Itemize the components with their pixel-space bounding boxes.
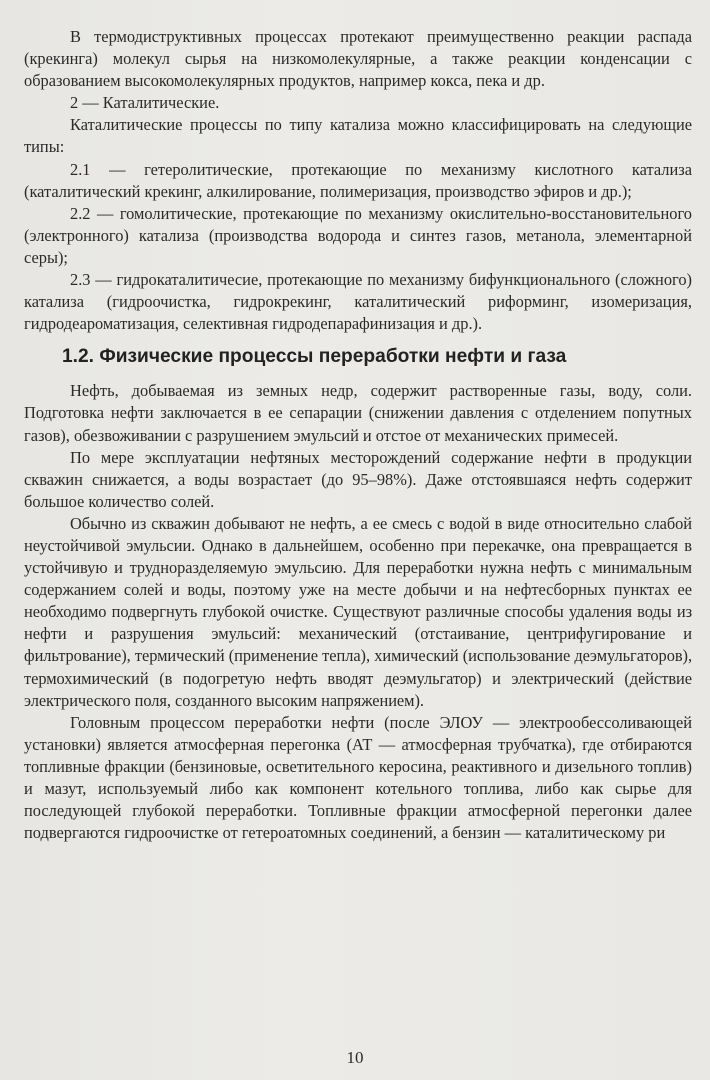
section-heading: 1.2. Физические процессы переработки нефти и газа	[62, 346, 567, 368]
paragraph-water-content: По мере эксплуатации нефтяных месторождений содержание нефти в продукции скважин снижается, а воды возрастает (до 95–98%). Даже отстоявшаяся нефть содержит большое количество солей.	[24, 447, 692, 511]
paragraph-heterolytic: 2.1 — гетеролитические, протекающие по механизму кислотного катализа (каталитический крекинг, алкилирование, полимеризация, производство эфиров и др.);	[24, 159, 692, 201]
paragraph-atmospheric-distillation: Головным процессом переработки нефти (после ЭЛОУ — электрообессоливающей установки) является атмосферная перегонка (АТ — атмосферная трубчатка), где отбираются топливные фракции (бензиновые, осветительного керосина, реактивного и дизельного топлив) и мазут, используемый либо как компонент котельного топлива, либо как сырье для последующей глубокой переработки. Топливные фракции атмосферной перегонки далее подвергаются гидроочистке от гетероатомных соединений, а бензин — каталитическому ри	[24, 712, 692, 843]
paragraph-catalytic-label: 2 — Каталитические.	[70, 93, 220, 113]
paragraph-homolytic: 2.2 — гомолитические, протекающие по механизму окислительно-восстановительного (электронного) катализа (производства водорода и синтез газов, метанола, элементарной серы);	[24, 203, 692, 267]
paragraph-oil-preparation: Нефть, добываемая из земных недр, содержит растворенные газы, воду, соли. Подготовка нефти заключается в ее сепарации (снижении давления с отделением попутных газов), обезвоживании с разрушением эмульсий и отстое от механических примесей.	[24, 381, 692, 445]
page-content	[24, 26, 692, 844]
paragraph-thermodestructive: В термодиструктивных процессах протекают преимущественно реакции распада (крекинга) молекул сырья на низкомолекулярные, а также реакции конденсации с образованием высокомолекулярных продуктов, например кокса, пека и др.	[24, 27, 692, 91]
paragraph-hydrocatalytic: 2.3 — гидрокаталитичесие, протекающие по механизму бифункционального (сложного) катализа (гидроочистка, гидрокрекинг, каталитический риформинг, изомеризация, гидродеароматизация, селективная гидродепарафинизация и др.).	[24, 270, 692, 334]
paragraph-emulsion-removal: Обычно из скважин добывают не нефть, а ее смесь с водой в виде относительно слабой неустойчивой эмульсии. Однако в дальнейшем, особенно при перекачке, она превращается в устойчивую и трудноразделяемую эмульсию. Для переработки нужна нефть с минимальным содержанием солей и воды, поэтому уже на месте добычи и на нефтесборных пунктах ее необходимо подвергнуть глубокой очистке. Существуют различные способы удаления воды из нефти и разрушения эмульсий: механический (отстаивание, центрифугирование и фильтрование), термический (применение тепла), химический (использование деэмульгаторов), термохимический (в подогретую нефть вводят деэмульгатор) и электрический (действие электрического поля, созданного высоким напряжением).	[24, 513, 692, 710]
paragraph-catalysis-types-intro: Каталитические процессы по типу катализа можно классифицировать на следующие типы:	[24, 115, 692, 157]
page-number: 10	[346, 1048, 364, 1067]
